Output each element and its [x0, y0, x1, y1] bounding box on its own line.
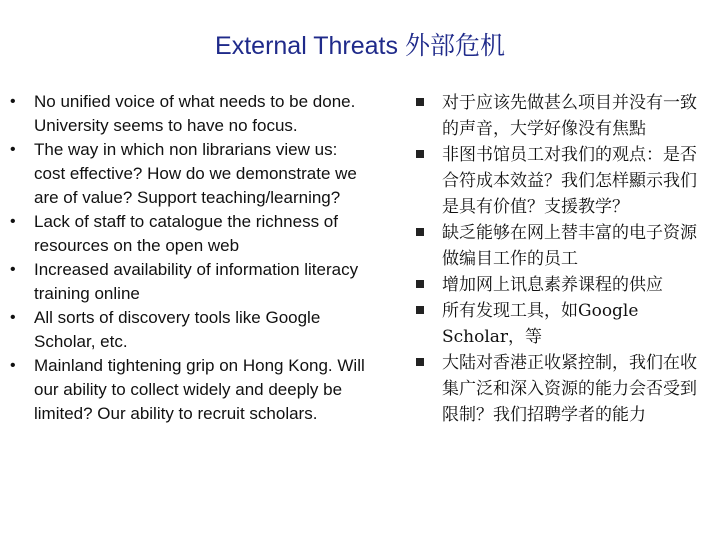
bullet-icon: • — [10, 213, 16, 230]
bullet-icon: • — [10, 141, 16, 158]
chinese-bullet-text: 大陆对香港正收紧控制，我们在收集广泛和深入资源的能力会否受到限制？我们招聘学者的能力 — [442, 353, 697, 425]
chinese-bullet-text: 对于应该先做甚么项目并没有一致的声音，大学好像没有焦點 — [442, 93, 697, 139]
square-bullet-icon — [416, 98, 424, 106]
square-bullet-icon — [416, 306, 424, 314]
bullet-icon: • — [10, 309, 16, 326]
square-bullet-icon — [416, 280, 424, 288]
chinese-bullet-item — [414, 90, 704, 142]
english-bullet-text: Mainland tightening grip on Hong Kong. Will our ability to collect widely and deeply be limited? Our ability to recruit scholars. — [34, 356, 365, 423]
english-bullet-item — [10, 306, 370, 354]
english-bullet-item — [10, 354, 370, 426]
english-bullet-text: Increased availability of information literacy training online — [34, 260, 359, 303]
english-bullet-text: The way in which non librarians view us: cost effective? How do we demonstrate we are of value? Support teaching/learning? — [34, 140, 357, 207]
square-bullet-icon — [416, 228, 424, 236]
bullet-icon: • — [10, 93, 16, 110]
english-bullet-item — [10, 210, 370, 258]
chinese-bullet-item — [414, 298, 704, 350]
chinese-bullet-list — [414, 90, 704, 428]
chinese-bullet-item — [414, 220, 704, 272]
slide-title: External Threats 外部危机 — [215, 32, 505, 60]
chinese-bullet-text: 缺乏能够在网上替丰富的电子资源做编目工作的员工 — [442, 223, 697, 269]
english-bullet-text: No unified voice of what needs to be done. University seems to have no focus. — [34, 92, 356, 135]
english-bullet-text: Lack of staff to catalogue the richness of resources on the open web — [34, 212, 338, 255]
english-bullet-text: All sorts of discovery tools like Google Scholar, etc. — [34, 308, 321, 351]
chinese-bullet-item — [414, 350, 704, 428]
english-bullet-item — [10, 258, 370, 306]
chinese-bullet-item — [414, 142, 704, 220]
bullet-icon: • — [10, 261, 16, 278]
english-bullet-item — [10, 90, 370, 138]
chinese-bullet-item — [414, 272, 704, 298]
english-bullet-list — [10, 90, 370, 426]
bullet-icon: • — [10, 357, 16, 374]
square-bullet-icon — [416, 358, 424, 366]
chinese-bullet-text: 增加网上讯息素养课程的供应 — [442, 275, 663, 295]
square-bullet-icon — [416, 150, 424, 158]
english-bullet-item — [10, 138, 370, 210]
chinese-bullet-text: 非图书馆员工对我们的观点：是否合符成本效益？我们怎样顯示我们是具有价值？支援教学？ — [442, 145, 697, 217]
chinese-bullet-text: 所有发现工具，如Google Scholar，等 — [442, 301, 639, 347]
